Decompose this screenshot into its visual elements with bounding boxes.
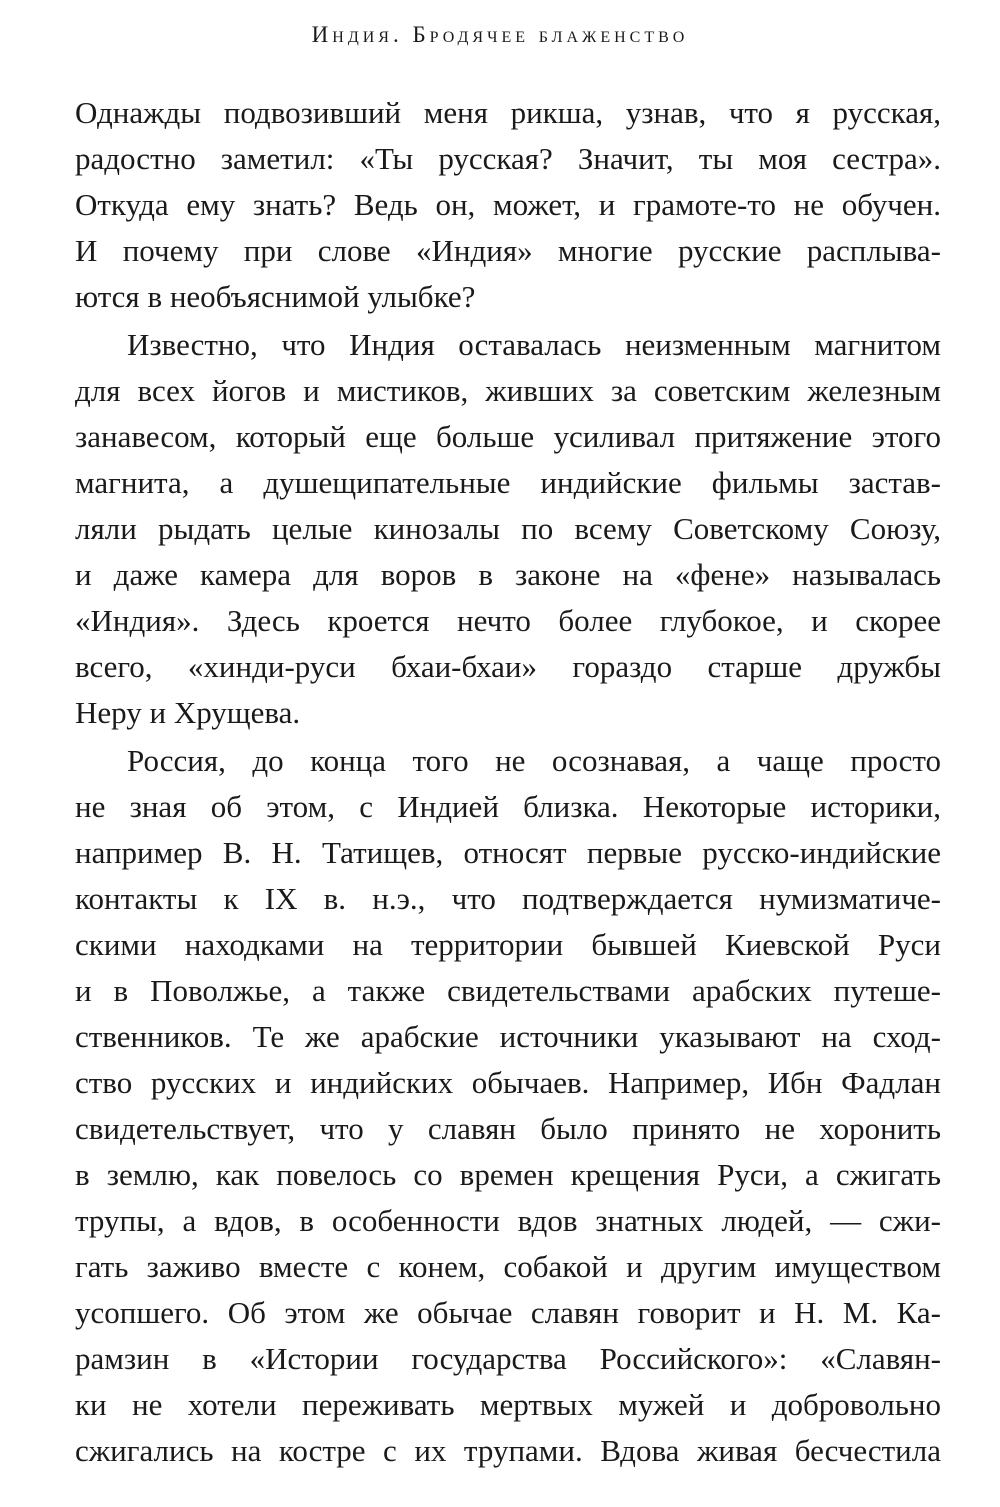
body-text	[75, 90, 941, 1474]
text-line: занавесом, который еще больше усиливал притяжение этого	[75, 419, 941, 454]
running-header: Индия. Бродячее блаженство	[311, 22, 689, 47]
text-line: «Индия». Здесь кроется нечто более глубокое, и скорее	[75, 603, 941, 638]
text-line: магнита, а душещипательные индийские фильмы застав-	[75, 465, 941, 500]
text-line: усопшего. Об этом же обычае славян говорит и Н. М. Ка-	[75, 1295, 941, 1330]
text-line: и даже камера для воров в законе на «фене» называлась	[75, 557, 941, 592]
text-line: для всех йогов и мистиков, живших за советским железным	[75, 373, 941, 408]
text-line: гать заживо вместе с конем, собакой и другим имуществом	[75, 1249, 941, 1284]
text-line: ляли рыдать целые кинозалы по всему Советскому Союзу,	[75, 511, 941, 546]
paragraph	[75, 90, 941, 320]
text-line: ственников. Те же арабские источники указывают на сход-	[75, 1019, 941, 1054]
text-line: Россия, до конца того не осознавая, а чаще просто	[127, 743, 941, 778]
text-line: и в Поволжье, а также свидетельствами арабских путеше-	[75, 973, 941, 1008]
text-line: ются в необъяснимой улыбке?	[75, 279, 476, 314]
text-line: ство русских и индийских обычаев. Например, Ибн Фадлан	[75, 1065, 941, 1100]
paragraph	[75, 738, 941, 1474]
text-line: свидетельствует, что у славян было принято не хоронить	[75, 1111, 941, 1146]
text-line: скими находками на территории бывшей Киевской Руси	[75, 927, 941, 962]
text-line: трупы, а вдов, в особенности вдов знатных людей, — сжи-	[75, 1203, 941, 1238]
text-line: не зная об этом, с Индией близка. Некоторые историки,	[75, 789, 941, 824]
paragraph	[75, 322, 941, 736]
text-line: радостно заметил: «Ты русская? Значит, ты моя сестра».	[75, 141, 941, 176]
text-line: Однажды подвозивший меня рикша, узнав, что я русская,	[75, 95, 941, 130]
text-line: И почему при слове «Индия» многие русские расплыва-	[75, 233, 941, 268]
text-line: Известно, что Индия оставалась неизменным магнитом	[127, 327, 941, 362]
text-line: например В. Н. Татищев, относят первые русско-индийские	[75, 835, 941, 870]
text-line: сжигались на костре с их трупами. Вдова живая бесчестила	[75, 1433, 941, 1468]
text-line: всего, «хинди-руси бхаи-бхаи» гораздо старше дружбы	[75, 649, 941, 684]
text-line: в землю, как повелось со времен крещения Руси, а сжигать	[75, 1157, 941, 1192]
text-line: Откуда ему знать? Ведь он, может, и грамоте-то не обучен.	[75, 187, 941, 222]
text-line: контакты к IX в. н.э., что подтверждается нумизматиче-	[75, 881, 941, 916]
text-line: Неру и Хрущева.	[75, 695, 301, 730]
text-line: рамзин в «Истории государства Российского»: «Славян-	[75, 1341, 941, 1376]
text-line: ки не хотели переживать мертвых мужей и добровольно	[75, 1387, 941, 1422]
